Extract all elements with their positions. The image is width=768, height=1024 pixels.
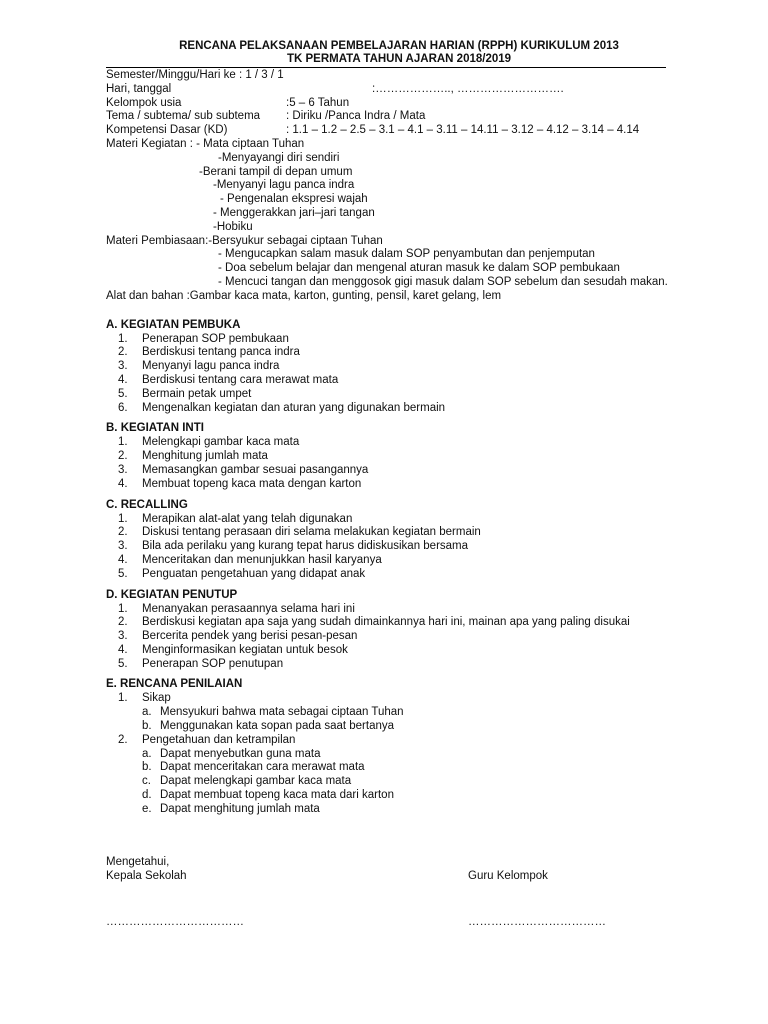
semester-row — [106, 69, 706, 83]
section-d-list — [106, 603, 706, 672]
materi-item: -Menyanyi lagu panca indra — [213, 179, 355, 192]
list-item: 3. Bila ada perilaku yang kurang tepat harus didiskusikan bersama — [118, 540, 469, 553]
section-e-list — [106, 692, 706, 816]
list-item: 2. Menghitung jumlah mata — [118, 450, 268, 463]
title-line-2: TK PERMATA TAHUN AJARAN 2018/2019 — [286, 53, 512, 65]
list-item: 4. Membuat topeng kaca mata dengan karton — [118, 477, 362, 490]
pembiasaan-item: - Mengucapkan salam masuk dalam SOP penyambutan dan penjemputan — [218, 248, 595, 261]
kelompok-value: :5 – 6 Tahun — [286, 96, 350, 109]
sub-list-item: a. Dapat menyebutkan guna mata — [142, 747, 321, 760]
list-item: 3. Menyanyi lagu panca indra — [118, 360, 280, 373]
guru-kelompok-label: Guru Kelompok — [468, 870, 548, 882]
materi-item: - Menggerakkan jari–jari tangan — [213, 206, 375, 219]
document-title — [0, 40, 768, 66]
list-item: 5. Penerapan SOP penutupan — [118, 657, 284, 670]
sub-list-item: c. Dapat melengkapi gambar kaca mata — [142, 775, 352, 788]
tema-row — [106, 110, 706, 124]
list-item: 4. Menginformasikan kegiatan untuk besok — [118, 643, 348, 656]
sub-list-item: b. Dapat menceritakan cara merawat mata — [142, 761, 365, 774]
tema-label: Tema / subtema/ sub subtema — [106, 110, 261, 123]
list-item: 1. Melengkapi gambar kaca mata — [118, 436, 300, 449]
list-item: 2. Berdiskusi kegiatan apa saja yang sudah dimainkannya hari ini, mainan apa yang paling disukai — [118, 616, 630, 629]
list-item: 2. Pengetahuan dan ketrampilan — [118, 733, 296, 746]
mengetahui-text: Mengetahui, — [106, 856, 170, 868]
list-item: 5. Bermain petak umpet — [118, 387, 252, 400]
pembiasaan-item: - Mencuci tangan dan menggosok gigi masuk dalam SOP sebelum dan sesudah makan. — [218, 275, 668, 288]
section-d-title: D. KEGIATAN PENUTUP — [106, 588, 238, 601]
pembiasaan-item: - Doa sebelum belajar dan mengenal aturan masuk ke dalam SOP pembukaan — [218, 262, 620, 275]
section-a-list — [106, 333, 706, 416]
semester-text: Semester/Minggu/Hari ke : 1 / 3 / 1 — [106, 69, 284, 81]
hari-label: Hari, tanggal — [106, 82, 172, 95]
list-item: 5. Penguatan pengetahuan yang didapat anak — [118, 567, 366, 580]
pembiasaan-row — [106, 235, 706, 249]
kd-row — [106, 124, 706, 138]
kelompok-row — [106, 97, 706, 111]
materi-label: Materi Kegiatan : - Mata ciptaan Tuhan — [106, 137, 305, 150]
guru-signature-line: ……………………………… — [468, 916, 606, 928]
list-item: 3. Bercerita pendek yang berisi pesan-pesan — [118, 630, 358, 643]
hari-value: :……………….., ………………………. — [372, 82, 564, 95]
sub-list-item: b. Menggunakan kata sopan pada saat bertanya — [142, 720, 395, 733]
section-b-title: B. KEGIATAN INTI — [106, 422, 204, 435]
list-item: 3. Memasangkan gambar sesuai pasangannya — [118, 463, 369, 476]
list-item: 4. Berdiskusi tentang cara merawat mata — [118, 373, 339, 386]
section-a-title: A. KEGIATAN PEMBUKA — [106, 318, 241, 331]
materi-item: - Pengenalan ekspresi wajah — [220, 193, 368, 206]
alat-row — [106, 290, 706, 304]
section-b-list — [106, 436, 706, 491]
list-item: 4. Menceritakan dan menunjukkan hasil karyanya — [118, 553, 382, 566]
list-item: 2. Berdiskusi tentang panca indra — [118, 346, 300, 359]
kepala-sekolah-label: Kepala Sekolah — [106, 870, 187, 882]
list-item: 1. Menanyakan perasaannya selama hari ini — [118, 602, 355, 615]
sub-list-item: e. Dapat menghitung jumlah mata — [142, 802, 320, 815]
section-c-list — [106, 513, 706, 582]
title-line-1: RENCANA PELAKSANAAN PEMBELAJARAN HARIAN (RPPH) KURIKULUM 2013 — [179, 40, 619, 52]
document-body — [106, 69, 706, 817]
sub-list-item: a. Mensyukuri bahwa mata sebagai ciptaan Tuhan — [142, 706, 404, 719]
materi-item: -Hobiku — [213, 220, 253, 233]
kelompok-label: Kelompok usia — [106, 96, 182, 109]
pembiasaan-label: Materi Pembiasaan:-Bersyukur sebagai ciptaan Tuhan — [106, 234, 383, 247]
list-item: 1. Merapikan alat-alat yang telah digunakan — [118, 512, 353, 525]
sub-list-item: d. Dapat membuat topeng kaca mata dari karton — [142, 789, 394, 802]
materi-item: -Berani tampil di depan umum — [199, 165, 353, 178]
list-item: 1. Sikap — [118, 692, 171, 705]
section-c-title: C. RECALLING — [106, 498, 188, 511]
alat-text: Alat dan bahan :Gambar kaca mata, karton, gunting, pensil, karet gelang, lem — [106, 289, 502, 302]
kd-value: : 1.1 – 1.2 – 2.5 – 3.1 – 4.1 – 3.11 – 14.11 – 3.12 – 4.12 – 3.14 – 4.14 — [286, 124, 640, 137]
section-e-title: E. RENCANA PENILAIAN — [106, 678, 243, 691]
materi-row — [106, 138, 706, 152]
kd-label: Kompetensi Dasar (KD) — [106, 124, 228, 137]
hari-row — [106, 83, 706, 97]
kepala-signature-line: ……………………………… — [106, 916, 244, 928]
list-item: 1. Penerapan SOP pembukaan — [118, 332, 289, 345]
signature-lines — [106, 916, 706, 930]
signature-block — [106, 856, 706, 930]
materi-item: -Menyayangi diri sendiri — [218, 151, 340, 164]
title-rule — [106, 67, 666, 68]
signature-titles — [106, 870, 706, 884]
list-item: 6. Mengenalkan kegiatan dan aturan yang digunakan bermain — [118, 401, 446, 414]
tema-value: : Diriku /Panca Indra / Mata — [286, 110, 426, 123]
list-item: 2. Diskusi tentang perasaan diri selama melakukan kegiatan bermain — [118, 526, 481, 539]
